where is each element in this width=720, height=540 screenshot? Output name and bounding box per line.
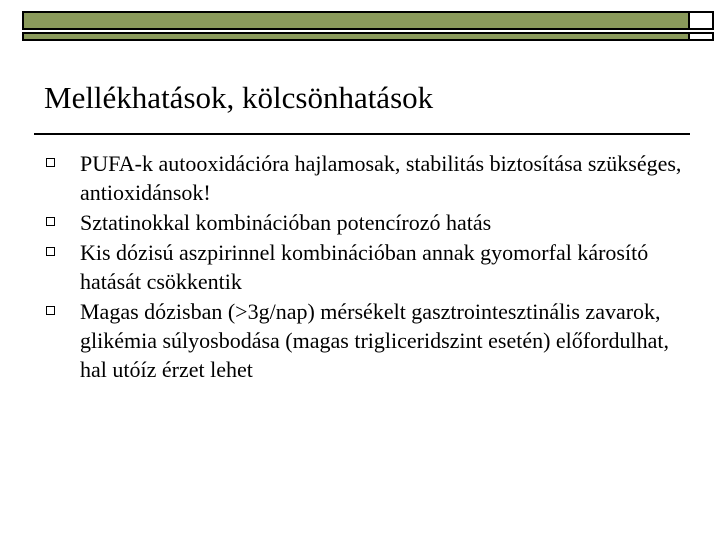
header-band-top-box — [690, 13, 712, 28]
bullet-item — [46, 208, 686, 237]
header-band-bottom-fill — [24, 34, 688, 39]
bullet-item — [46, 238, 686, 296]
header-band-top — [22, 11, 714, 30]
header-band-top-fill — [24, 13, 688, 28]
bullet-text: PUFA-k autooxidációra hajlamosak, stabilitás biztosítása szükséges, antioxidánsok! — [80, 151, 682, 205]
hollow-square-bullet-icon — [46, 306, 55, 315]
header-band-bottom — [22, 32, 714, 41]
bullet-text: Sztatinokkal kombinációban potencírozó hatás — [80, 210, 492, 235]
bullet-text: Kis dózisú aszpirinnel kombinációban annak gyomorfal károsító hatását csökkentik — [80, 240, 649, 294]
bullet-list — [46, 149, 686, 385]
title-underline — [34, 133, 690, 135]
bullet-item — [46, 149, 686, 207]
hollow-square-bullet-icon — [46, 247, 55, 256]
header-band-bottom-box — [690, 34, 712, 39]
hollow-square-bullet-icon — [46, 217, 55, 226]
hollow-square-bullet-icon — [46, 158, 55, 167]
bullet-text: Magas dózisban (>3g/nap) mérsékelt gasztrointesztinális zavarok, glikémia súlyosbodása (magas trigliceridszint esetén) előfordulhat, hal utóíz érzet lehet — [80, 299, 669, 382]
bullet-item — [46, 297, 686, 384]
slide-title: Mellékhatások, kölcsönhatások — [44, 80, 434, 115]
